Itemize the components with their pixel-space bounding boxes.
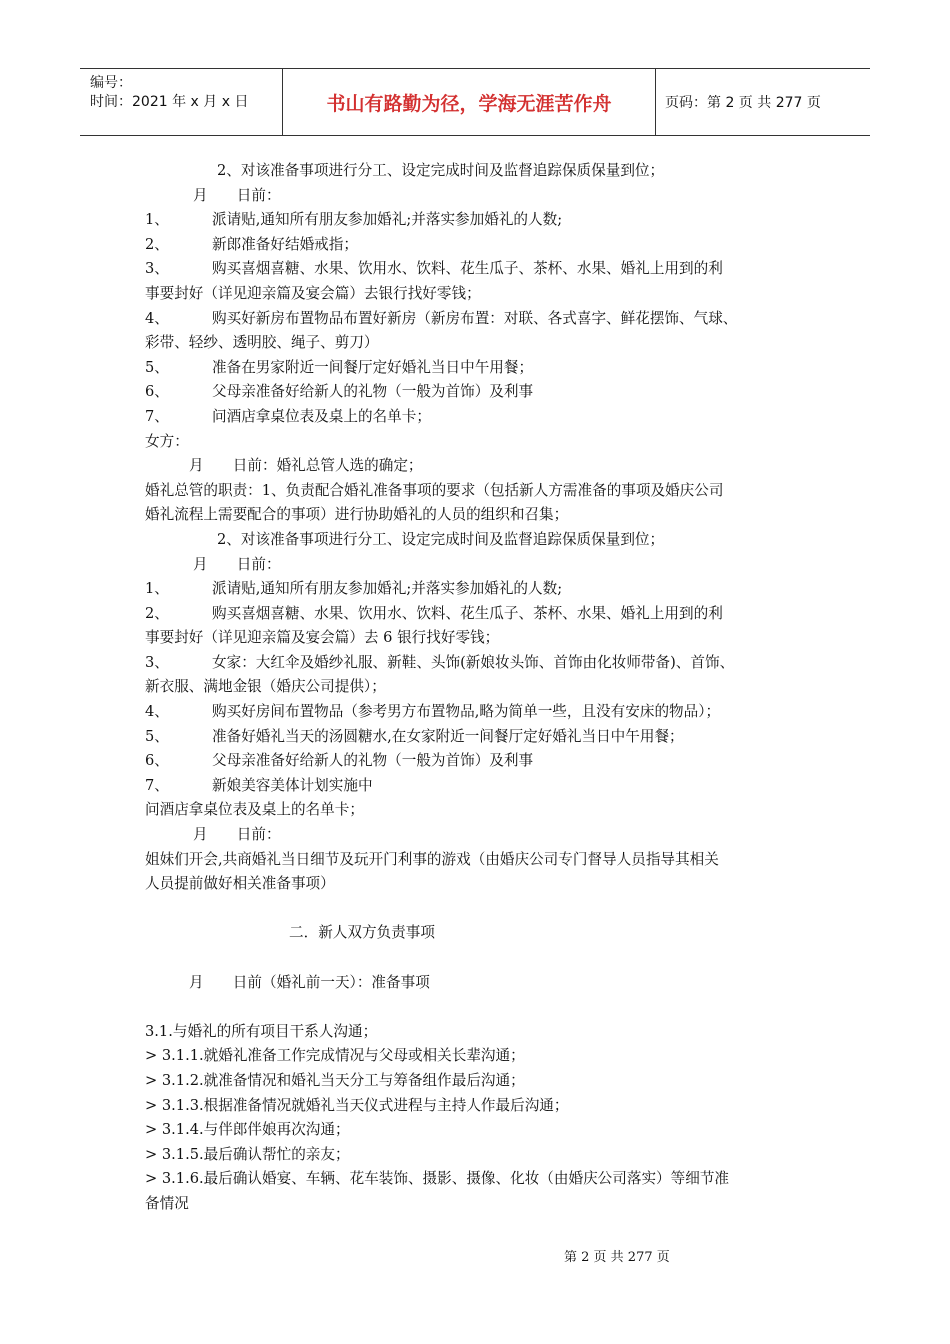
line-text: 彩带、轻纱、透明胶、绳子、剪刀） (145, 334, 379, 352)
blank-line (145, 946, 825, 971)
text-line (145, 1069, 825, 1094)
list-number: 4、 (145, 703, 169, 721)
line-text: 新郎准备好结婚戒指； (212, 235, 358, 253)
text-line (145, 921, 825, 946)
text-line (145, 528, 825, 553)
list-number: 6、 (145, 383, 169, 401)
line-text: 父母亲准备好给新人的礼物（一般为首饰）及利事 (212, 383, 534, 401)
list-number: 7、 (145, 776, 169, 794)
text-line (145, 553, 825, 578)
list-number: 5、 (145, 358, 169, 376)
blank-line (145, 897, 825, 922)
text-line (145, 1167, 825, 1192)
line-text: 购买好房间布置物品（参考男方布置物品,略为简单一些，且没有安床的物品）； (212, 703, 721, 721)
line-text: 派请贴,通知所有朋友参加婚礼;并落实参加婚礼的人数; (212, 211, 563, 229)
header-page-number: 页码：第 2 页 共 277 页 (665, 95, 821, 111)
line-text: > 3.1.1.就婚礼准备工作完成情况与父母或相关长辈沟通； (145, 1047, 525, 1065)
text-line (145, 454, 825, 479)
text-line (145, 798, 825, 823)
list-number: 7、 (145, 407, 169, 425)
header-info-cell (80, 69, 283, 135)
text-line (145, 823, 825, 848)
text-line (145, 430, 825, 455)
line-text: 月 日前： (193, 826, 281, 844)
line-text: > 3.1.6.最后确认婚宴、车辆、花车装饰、摄影、摄像、化妆（由婚庆公司落实）等细节准 (145, 1170, 730, 1188)
text-line (145, 1192, 825, 1217)
line-text: 父母亲准备好给新人的礼物（一般为首饰）及利事 (212, 752, 534, 770)
text-line (145, 1020, 825, 1045)
line-text: 月 日前： (193, 186, 281, 204)
text-line (145, 184, 825, 209)
text-line (145, 307, 825, 332)
text-line (145, 1094, 825, 1119)
text-line (145, 503, 825, 528)
line-text: 3.1.与婚礼的所有项目干系人沟通； (145, 1022, 378, 1040)
list-number: 2、 (145, 604, 169, 622)
line-text: 女方： (145, 432, 189, 450)
list-number: 2、 (145, 235, 169, 253)
list-number: 4、 (145, 309, 169, 327)
text-line (145, 725, 825, 750)
text-line (145, 971, 825, 996)
line-text: 婚礼总管的职责：1、负责配合婚礼准备事项的要求（包括新人方需准备的事项及婚庆公司 (145, 481, 724, 499)
text-line (145, 700, 825, 725)
line-text: 2、对该准备事项进行分工、设定完成时间及监督追踪保质保量到位； (217, 530, 665, 548)
document-body (145, 159, 825, 1217)
text-line (145, 380, 825, 405)
blank-line (145, 995, 825, 1020)
line-text: 婚礼流程上需要配合的事项）进行协助婚礼的人员的组织和召集； (145, 506, 569, 524)
line-text: 二．新人双方负责事项 (289, 924, 435, 942)
line-text: 月 日前（婚礼前一天）：准备事项 (189, 973, 430, 991)
list-number: 6、 (145, 752, 169, 770)
page-footer: 第 2 页 共 277 页 (564, 1250, 670, 1265)
line-text: 人员提前做好相关准备事项） (145, 875, 335, 893)
line-text: > 3.1.5.最后确认帮忙的亲友； (145, 1145, 350, 1163)
text-line (145, 675, 825, 700)
line-text: 2、对该准备事项进行分工、设定完成时间及监督追踪保质保量到位； (217, 162, 665, 179)
line-text: 购买好新房布置物品布置好新房（新房布置：对联、各式喜字、鲜花摆饰、气球、 (212, 309, 738, 327)
line-text: > 3.1.2.就准备情况和婚礼当天分工与筹备组作最后沟通； (145, 1071, 525, 1089)
line-text: 准备在男家附近一间餐厅定好婚礼当日中午用餐； (212, 358, 534, 376)
text-line (145, 479, 825, 504)
text-line (145, 848, 825, 873)
list-number: 3、 (145, 260, 169, 278)
text-line (145, 749, 825, 774)
line-text: 派请贴,通知所有朋友参加婚礼;并落实参加婚礼的人数; (212, 580, 563, 598)
page-header (80, 68, 870, 136)
text-line (145, 602, 825, 627)
line-text: 新衣服、满地金银（婚庆公司提供）； (145, 678, 386, 696)
list-number: 1、 (145, 580, 169, 598)
text-line (145, 872, 825, 897)
list-number: 5、 (145, 727, 169, 745)
text-line (145, 405, 825, 430)
text-line (145, 233, 825, 258)
text-line (145, 1044, 825, 1069)
line-text: 新娘美容美体计划实施中 (212, 776, 373, 794)
text-line (145, 651, 825, 676)
line-text: 事要封好（详见迎亲篇及宴会篇）去 6 银行找好零钱； (145, 629, 500, 647)
text-line (145, 626, 825, 651)
line-text: > 3.1.3.根据准备情况就婚礼当天仪式进程与主持人作最后沟通； (145, 1096, 569, 1114)
text-line (145, 1118, 825, 1143)
line-text: 购买喜烟喜糖、水果、饮用水、饮料、花生瓜子、茶杯、水果、婚礼上用到的利 (212, 604, 723, 622)
date-label: 时间：2021 年 x 月 x 日 (90, 94, 249, 110)
list-number: 1、 (145, 211, 169, 229)
line-text: 月 日前： (193, 555, 281, 573)
line-text: 准备好婚礼当天的汤圆糖水,在女家附近一间餐厅定好婚礼当日中午用餐； (212, 727, 684, 745)
line-text: 事要封好（详见迎亲篇及宴会篇）去银行找好零钱； (145, 284, 481, 302)
line-text: 购买喜烟喜糖、水果、饮用水、饮料、花生瓜子、茶杯、水果、婚礼上用到的利 (212, 260, 723, 278)
line-text: > 3.1.4.与伴郎伴娘再次沟通； (145, 1121, 350, 1139)
text-line (145, 282, 825, 307)
text-line (145, 1143, 825, 1168)
line-text: 问酒店拿桌位表及桌上的名单卡； (145, 801, 364, 819)
text-line (145, 159, 825, 184)
line-text: 备情况 (145, 1194, 189, 1212)
line-text: 姐妹们开会,共商婚礼当日细节及玩开门利事的游戏（由婚庆公司专门督导人员指导其相关 (145, 850, 719, 868)
line-text: 月 日前：婚礼总管人选的确定； (189, 457, 423, 475)
line-text: 女家：大红伞及婚纱礼服、新鞋、头饰(新娘妆头饰、首饰由化妆师带备)、首饰、 (212, 653, 735, 671)
serial-label: 编号： (90, 75, 132, 91)
text-line (145, 257, 825, 282)
text-line (145, 774, 825, 799)
list-number: 3、 (145, 653, 169, 671)
text-line (145, 331, 825, 356)
text-line (145, 356, 825, 381)
text-line (145, 577, 825, 602)
text-line (145, 208, 825, 233)
header-motto: 书山有路勤为径，学海无涯苦作舟 (283, 69, 656, 135)
line-text: 问酒店拿桌位表及桌上的名单卡； (212, 407, 431, 425)
